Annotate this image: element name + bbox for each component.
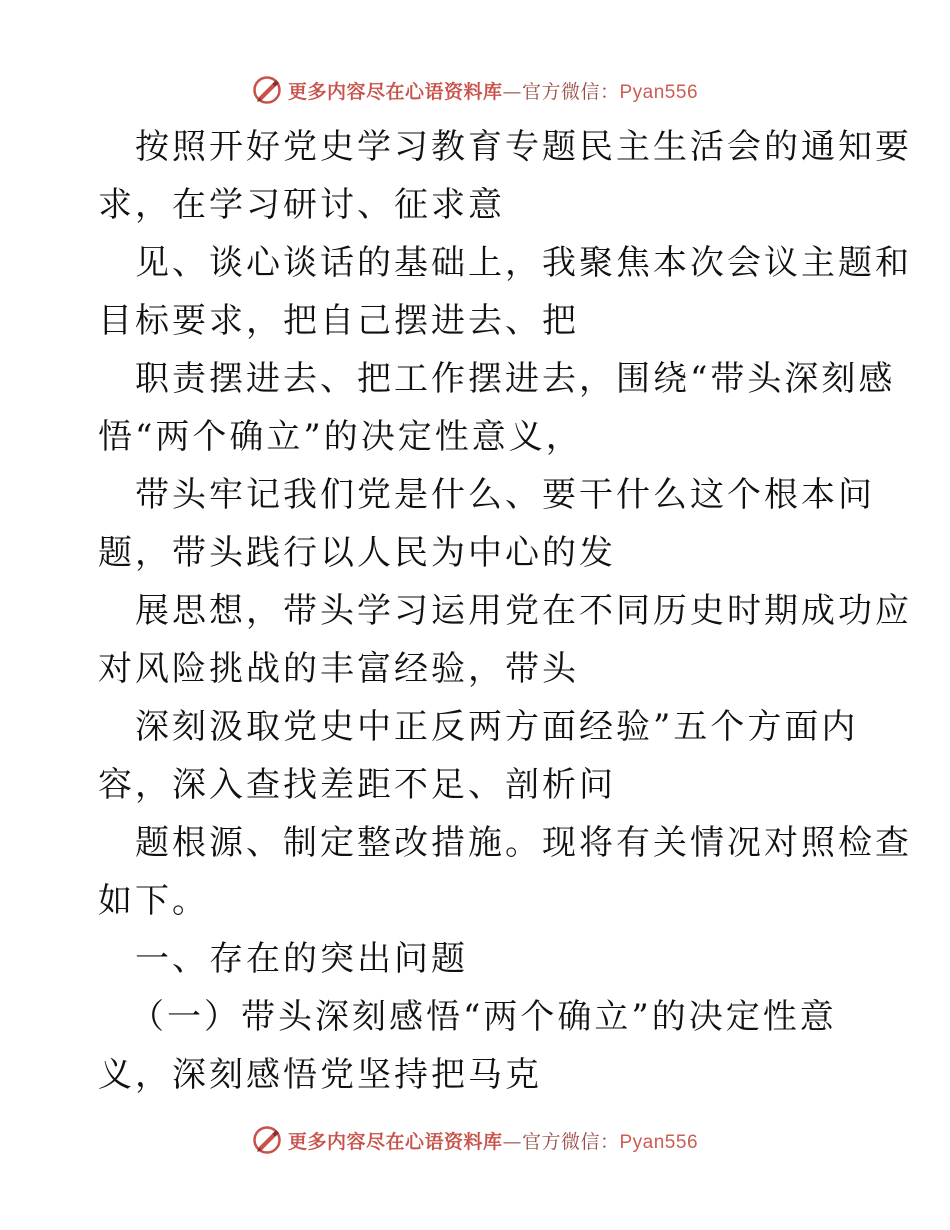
body-line: 带头牢记我们党是什么、要干什么这个根本问 — [135, 475, 875, 515]
body-line: 义，深刻感悟党坚持把马克 — [98, 1055, 542, 1095]
body-line: 题，带头践行以人民为中心的发 — [98, 533, 616, 573]
subsection-heading: （一）带头深刻感悟“两个确立”的决定性意 — [130, 997, 837, 1037]
body-line: 如下。 — [98, 881, 209, 921]
header-separator: — — [502, 80, 522, 103]
footer-banner-text — [288, 1127, 698, 1154]
pen-logo-icon — [252, 1125, 282, 1155]
body-line: 职责摆进去、把工作摆进去，围绕“带头深刻感 — [135, 359, 896, 399]
header-banner-text — [288, 77, 698, 104]
body-line: 容，深入查找差距不足、剖析问 — [98, 765, 616, 805]
footer-contact-label: 官方微信： — [521, 1130, 620, 1153]
body-line: 悟“两个确立”的决定性意义， — [98, 417, 583, 457]
pen-logo-icon — [252, 75, 282, 105]
header-site-text: 更多内容尽在心语资料库 — [287, 80, 503, 103]
footer-wechat-id: Pyan556 — [619, 1131, 699, 1153]
body-line: 题根源、制定整改措施。现将有关情况对照检查 — [135, 823, 912, 863]
body-line: 求，在学习研讨、征求意 — [98, 185, 505, 225]
body-line: 深刻汲取党史中正反两方面经验”五个方面内 — [135, 707, 859, 747]
body-line: 对风险挑战的丰富经验，带头 — [98, 649, 579, 689]
body-line: 按照开好党史学习教育专题民主生活会的通知要 — [135, 127, 912, 167]
header-wechat-id: Pyan556 — [619, 81, 699, 103]
footer-separator: — — [502, 1130, 522, 1153]
body-line: 展思想，带头学习运用党在不同历史时期成功应 — [135, 591, 912, 631]
header-contact-label: 官方微信： — [521, 80, 620, 103]
footer-watermark — [0, 1120, 950, 1160]
section-heading: 一、存在的突出问题 — [135, 939, 468, 979]
body-line: 目标要求，把自己摆进去、把 — [98, 301, 579, 341]
header-watermark — [0, 70, 950, 110]
document-body — [98, 118, 912, 1104]
footer-site-text: 更多内容尽在心语资料库 — [287, 1130, 503, 1153]
body-line: 见、谈心谈话的基础上，我聚焦本次会议主题和 — [135, 243, 912, 283]
